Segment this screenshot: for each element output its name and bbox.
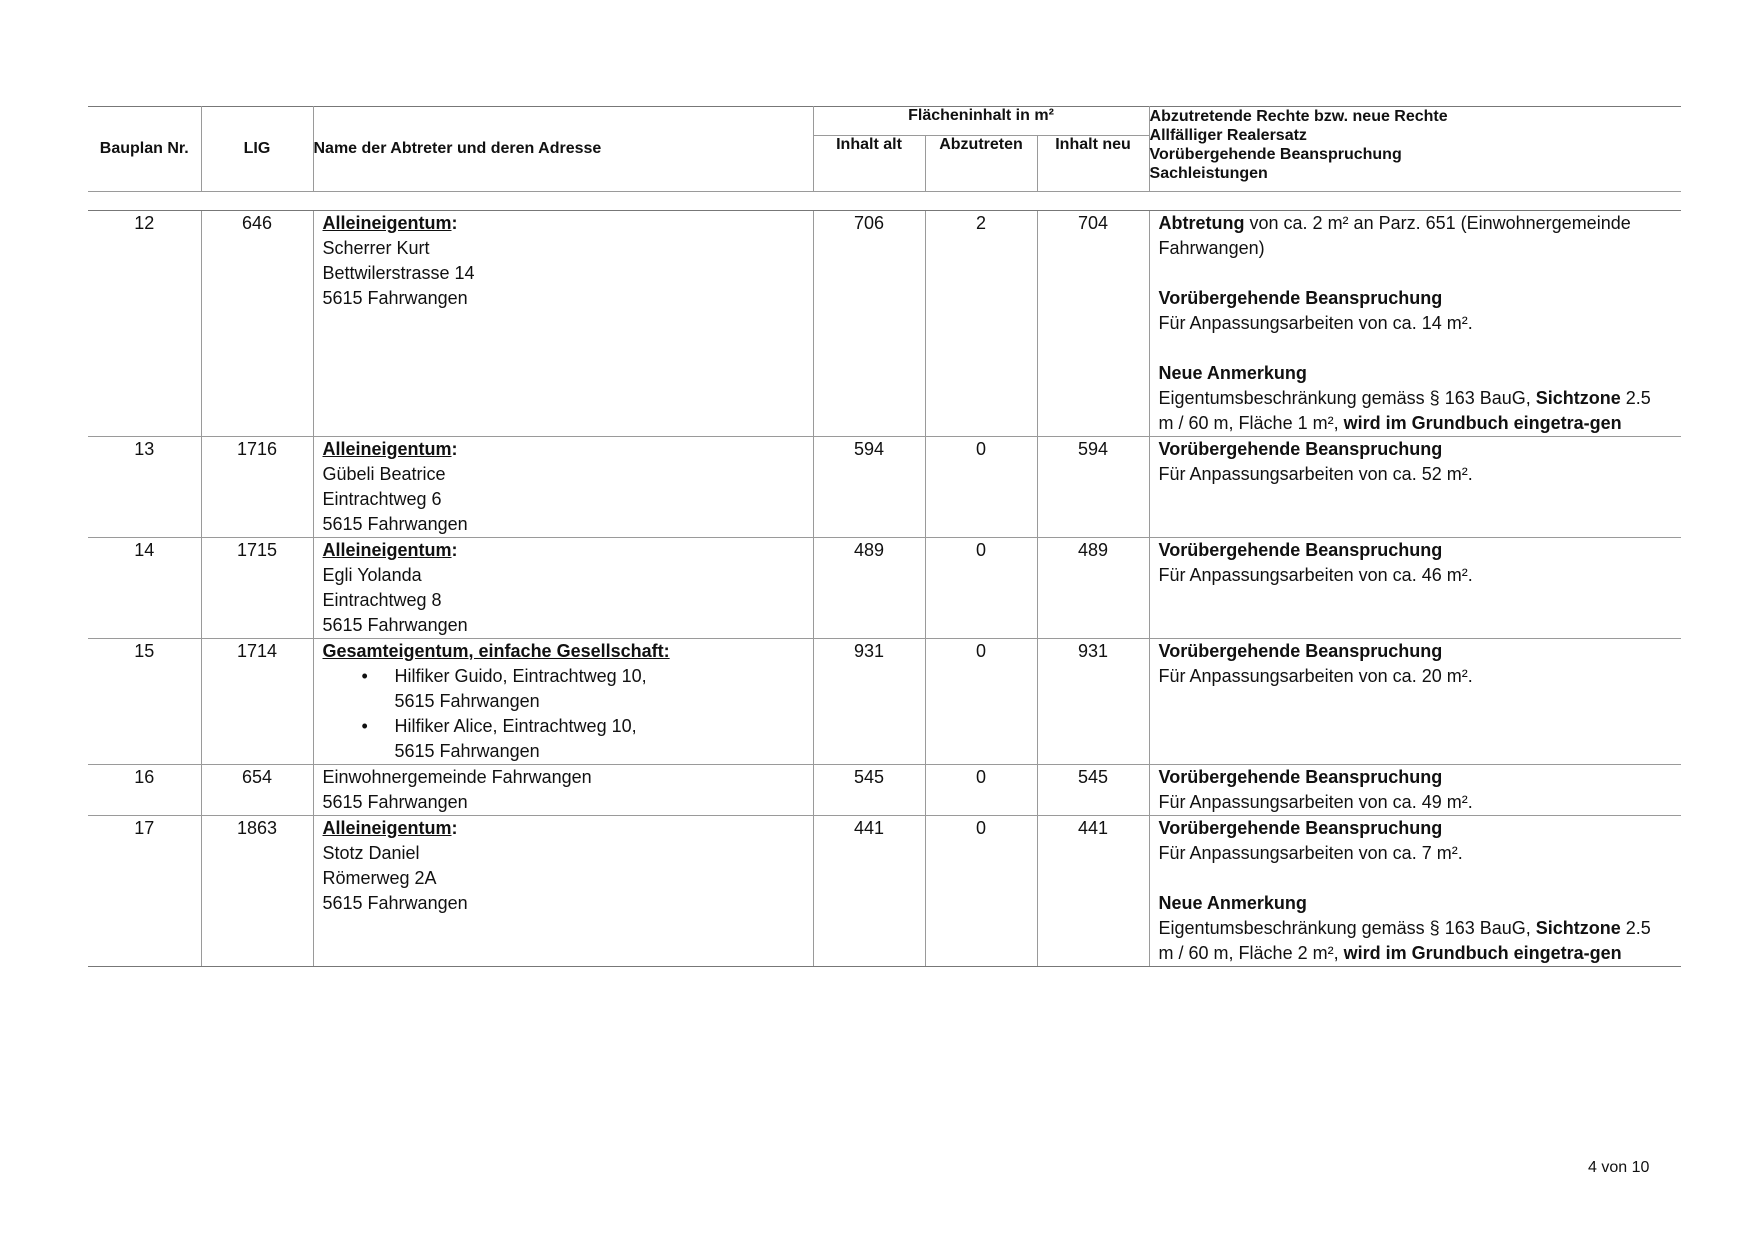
owner-line: Eintrachtweg 6 bbox=[322, 489, 442, 509]
cell-abzutreten: 0 bbox=[925, 538, 1037, 639]
cell-inhalt-neu: 489 bbox=[1037, 538, 1149, 639]
note-bold-part: wird im Grundbuch eingetra-gen bbox=[1343, 413, 1622, 433]
owner-type: Gesamteigentum, einfache Gesellschaft: bbox=[322, 641, 670, 661]
cell-lig: 1714 bbox=[201, 639, 313, 765]
note-text-part: Eigentumsbeschränkung gemäss § 163 BauG, bbox=[1158, 388, 1536, 408]
cell-inhalt-alt: 489 bbox=[813, 538, 925, 639]
owner-line: Römerweg 2A bbox=[322, 868, 437, 888]
cell-inhalt-neu: 441 bbox=[1037, 816, 1149, 967]
temp-use-text: Für Anpassungsarbeiten von ca. 49 m². bbox=[1158, 792, 1473, 812]
owner-line: Stotz Daniel bbox=[322, 843, 420, 863]
cell-lig: 1716 bbox=[201, 437, 313, 538]
cell-inhalt-neu: 704 bbox=[1037, 211, 1149, 437]
owner-colon: : bbox=[451, 213, 458, 233]
header-rights-line: Vorübergehende Beanspruchung bbox=[1149, 146, 1402, 163]
cell-rights bbox=[1149, 816, 1681, 967]
cell-inhalt-neu: 931 bbox=[1037, 639, 1149, 765]
temp-use-title: Vorübergehende Beanspruchung bbox=[1158, 540, 1443, 560]
note-text bbox=[1159, 386, 1670, 436]
owners-table bbox=[88, 106, 1681, 967]
cell-owner bbox=[313, 765, 813, 816]
cell-owner bbox=[313, 437, 813, 538]
page-number: 4 von 10 bbox=[1588, 1159, 1650, 1176]
cell-lig: 654 bbox=[201, 765, 313, 816]
owner-line: Egli Yolanda bbox=[322, 565, 422, 585]
cell-rights bbox=[1149, 639, 1681, 765]
cell-inhalt-alt: 441 bbox=[813, 816, 925, 967]
cell-inhalt-neu: 545 bbox=[1037, 765, 1149, 816]
owner-line: 5615 Fahrwangen bbox=[394, 741, 540, 761]
owner-colon: : bbox=[451, 439, 458, 459]
header-inhalt-neu: Inhalt neu bbox=[1037, 136, 1149, 192]
header-bauplan: Bauplan Nr. bbox=[88, 107, 201, 192]
owner-list bbox=[323, 664, 813, 764]
cell-abzutreten: 0 bbox=[925, 639, 1037, 765]
owner-list-item bbox=[395, 714, 813, 764]
header-spacer bbox=[88, 192, 1681, 211]
table-row bbox=[88, 538, 1681, 639]
temp-use-title: Vorübergehende Beanspruchung bbox=[1158, 641, 1443, 661]
table-row bbox=[88, 765, 1681, 816]
cell-inhalt-alt: 931 bbox=[813, 639, 925, 765]
note-title: Neue Anmerkung bbox=[1158, 893, 1307, 913]
cell-rights bbox=[1149, 765, 1681, 816]
temp-use-text: Für Anpassungsarbeiten von ca. 7 m². bbox=[1158, 843, 1463, 863]
cell-lig: 1863 bbox=[201, 816, 313, 967]
owner-line: 5615 Fahrwangen bbox=[322, 288, 468, 308]
header-inhalt-alt: Inhalt alt bbox=[813, 136, 925, 192]
owner-line: Eintrachtweg 8 bbox=[322, 590, 442, 610]
cell-rights bbox=[1149, 211, 1681, 437]
cell-bauplan: 14 bbox=[88, 538, 201, 639]
note-text-part: 2.5 m / 60 m, Fläche 2 m², bbox=[1158, 918, 1651, 963]
owner-line: Einwohnergemeinde Fahrwangen bbox=[322, 767, 592, 787]
cell-bauplan: 12 bbox=[88, 211, 201, 437]
abtretung-detail: von ca. 2 m² an Parz. 651 (Einwohnergemeinde Fahrwangen) bbox=[1158, 213, 1631, 258]
cell-owner bbox=[313, 816, 813, 967]
cell-lig: 646 bbox=[201, 211, 313, 437]
cell-bauplan: 16 bbox=[88, 765, 201, 816]
owner-colon: : bbox=[451, 540, 458, 560]
header-abzutreten: Abzutreten bbox=[925, 136, 1037, 192]
owner-line: Scherrer Kurt bbox=[322, 238, 430, 258]
cell-abzutreten: 0 bbox=[925, 437, 1037, 538]
cell-bauplan: 13 bbox=[88, 437, 201, 538]
note-text-part: 2.5 m / 60 m, Fläche 1 m², bbox=[1158, 388, 1651, 433]
owner-line: 5615 Fahrwangen bbox=[322, 792, 468, 812]
cell-bauplan: 17 bbox=[88, 816, 201, 967]
cell-lig: 1715 bbox=[201, 538, 313, 639]
note-title: Neue Anmerkung bbox=[1158, 363, 1307, 383]
owner-type: Alleineigentum bbox=[322, 540, 452, 560]
header-lig: LIG bbox=[201, 107, 313, 192]
owner-type: Alleineigentum bbox=[322, 213, 452, 233]
cell-inhalt-neu: 594 bbox=[1037, 437, 1149, 538]
owner-colon: : bbox=[451, 818, 458, 838]
cell-owner bbox=[313, 538, 813, 639]
cell-abzutreten: 2 bbox=[925, 211, 1037, 437]
temp-use-title: Vorübergehende Beanspruchung bbox=[1158, 439, 1443, 459]
temp-use-title: Vorübergehende Beanspruchung bbox=[1158, 288, 1443, 308]
note-bold-part: wird im Grundbuch eingetra-gen bbox=[1343, 943, 1622, 963]
header-rights-line: Sachleistungen bbox=[1149, 165, 1268, 182]
cell-rights bbox=[1149, 538, 1681, 639]
table-row bbox=[88, 437, 1681, 538]
abtretung-label: Abtretung bbox=[1158, 213, 1245, 233]
temp-use-title: Vorübergehende Beanspruchung bbox=[1158, 818, 1443, 838]
temp-use-text: Für Anpassungsarbeiten von ca. 20 m². bbox=[1158, 666, 1473, 686]
header-flaecheninhalt: Flächeninhalt in m² bbox=[813, 107, 1149, 136]
header-rights-line: Abzutretende Rechte bzw. neue Rechte bbox=[1149, 108, 1448, 125]
cell-inhalt-alt: 545 bbox=[813, 765, 925, 816]
note-text bbox=[1159, 916, 1670, 966]
cell-inhalt-alt: 706 bbox=[813, 211, 925, 437]
cell-owner bbox=[313, 639, 813, 765]
owner-list-item bbox=[395, 664, 813, 714]
header-rights-line: Allfälliger Realersatz bbox=[1149, 127, 1307, 144]
owner-type: Alleineigentum bbox=[322, 439, 452, 459]
note-text-part: Eigentumsbeschränkung gemäss § 163 BauG, bbox=[1158, 918, 1536, 938]
cell-inhalt-alt: 594 bbox=[813, 437, 925, 538]
temp-use-text: Für Anpassungsarbeiten von ca. 52 m². bbox=[1158, 464, 1473, 484]
temp-use-text: Für Anpassungsarbeiten von ca. 14 m². bbox=[1158, 313, 1473, 333]
owner-line: • Hilfiker Alice, Eintrachtweg 10, bbox=[394, 716, 637, 736]
owner-line: 5615 Fahrwangen bbox=[322, 893, 468, 913]
cell-bauplan: 15 bbox=[88, 639, 201, 765]
table-row bbox=[88, 211, 1681, 437]
owner-line: Bettwilerstrasse 14 bbox=[322, 263, 475, 283]
cell-owner bbox=[313, 211, 813, 437]
header-name: Name der Abtreter und deren Adresse bbox=[313, 107, 813, 192]
owner-line: 5615 Fahrwangen bbox=[322, 615, 468, 635]
abtretung-text bbox=[1159, 211, 1670, 261]
owner-type: Alleineigentum bbox=[322, 818, 452, 838]
note-bold-part: Sichtzone bbox=[1535, 918, 1621, 938]
owner-line: Gübeli Beatrice bbox=[322, 464, 446, 484]
owner-line: • Hilfiker Guido, Eintrachtweg 10, bbox=[394, 666, 647, 686]
cell-rights bbox=[1149, 437, 1681, 538]
owner-line: 5615 Fahrwangen bbox=[394, 691, 540, 711]
temp-use-title: Vorübergehende Beanspruchung bbox=[1158, 767, 1443, 787]
owner-line: 5615 Fahrwangen bbox=[322, 514, 468, 534]
cell-abzutreten: 0 bbox=[925, 765, 1037, 816]
temp-use-text: Für Anpassungsarbeiten von ca. 46 m². bbox=[1158, 565, 1473, 585]
table-row bbox=[88, 639, 1681, 765]
header-rights bbox=[1149, 107, 1681, 192]
table-row bbox=[88, 816, 1681, 967]
note-bold-part: Sichtzone bbox=[1535, 388, 1621, 408]
cell-abzutreten: 0 bbox=[925, 816, 1037, 967]
